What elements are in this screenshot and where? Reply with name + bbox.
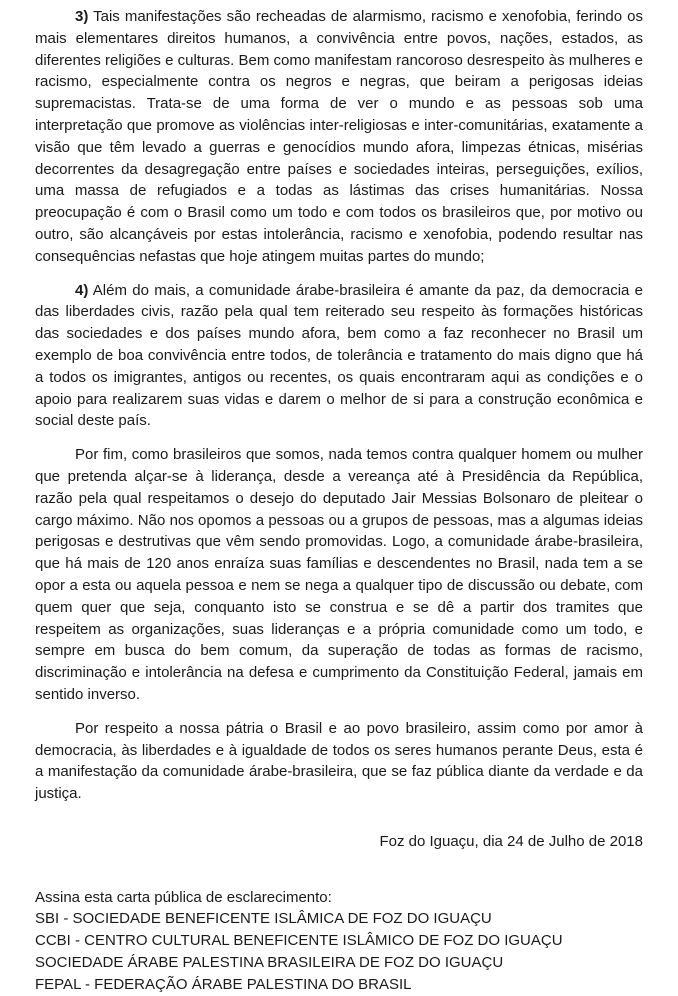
paragraph-text: Tais manifestações são recheadas de alarmismo, racismo e xenofobia, ferindo os mais elementares direitos humanos, a convivência entre povos, nações, estados, as diferentes religiões e culturas. Bem como manifestam rancoroso desrespeito às mulheres e racismo, especialmente contra os negros e negras, que beiram a perigosas ideias supremacistas. Trata-se de uma forma de ver o mundo e as pessoas sob uma interpretação que promove as violências inter-religiosas e inter-comunitárias, exatamente a visão que têm levado a guerras e genocídios mundo afora, limpezas étnicas, misérias decorrentes da desagregação entre países e sociedades inteiras, perseguições, exílios, uma massa de refugiados e a todas as lástimas das crises humanitárias. Nossa preocupação é com o Brasil como um todo e com todos os brasileiros que, por motivo ou outro, são alcançáveis por estas intolerância, racismo e xenofobia, podendo resultar nas consequências nefastas que hoje atingem muitas partes do mundo; [35, 8, 643, 265]
paragraph-number: 4) [75, 281, 89, 299]
date-line: Foz do Iguaçu, dia 24 de Julho de 2018 [379, 832, 643, 850]
paragraph-number: 3) [75, 8, 89, 25]
paragraph-text: Por respeito a nossa pátria o Brasil e ao povo brasileiro, assim como por amor à democracia, às liberdades e à igualdade de todos os seres humanos perante Deus, esta é a manifestação da comunidade árabe-brasileira, que se faz pública diante da verdade e da justiça. [35, 719, 643, 803]
paragraph-4 [35, 280, 643, 433]
signatories-block [35, 887, 643, 996]
paragraph-3 [35, 6, 643, 268]
paragraph-text: Além do mais, a comunidade árabe-brasileira é amante da paz, da democracia e das liberdades civis, razão pela qual tem reiterado seu respeito às formações históricas das sociedades e dos países mundo afora, bem como a faz reconhecer no Brasil um exemplo de boa convivência entre todos, de tolerância e tratamento do mais digno que há a todos os imigrantes, antigos ou recentes, os quais encontraram aqui as condições e o apoio para realizarem suas vidas e darem o melhor de si para a construção econômica e social deste país. [35, 281, 643, 430]
signatory-org: SOCIEDADE ÁRABE PALESTINA BRASILEIRA DE FOZ DO IGUAÇU [35, 954, 504, 972]
paragraph-text: Por fim, como brasileiros que somos, nada temos contra qualquer homem ou mulher que pretenda alçar-se à liderança, desde a vereança até à Presidência da República, razão pela qual respeitamos o desejo do deputado Jair Messias Bolsonaro de pleitear o cargo máximo. Não nos opomos a pessoas ou a grupos de pessoas, mas a algumas ideias perigosas e destrutivas que vêm sendo promovidas. Logo, a comunidade árabe-brasileira, que há mais de 120 anos enraíza suas famílias e descendentes no Brasil, nada tem a se opor a esta ou aquela pessoa e nem se nega a qualquer tipo de discussão ou debate, com quem quer que seja, conquanto isto se construa e se dê a partir dos tramites que respeitem as organizações, suas lideranças e a própria comunidade como um todo, e sempre em busca do bem comum, da superação de todas as formas de racismo, discriminação e intolerância na defesa e cumprimento da Constituição Federal, jamais em sentido inverso. [35, 446, 643, 703]
paragraph-closing [35, 718, 643, 805]
signatory-org: FEPAL - FEDERAÇÃO ÁRABE PALESTINA DO BRASIL [35, 975, 412, 993]
signatory-org: SBI - SOCIEDADE BENEFICENTE ISLÂMICA DE FOZ DO IGUAÇU [35, 910, 492, 928]
signatories-intro: Assina esta carta pública de esclarecimento: [35, 888, 332, 906]
paragraph-conclusion [35, 444, 643, 706]
signatory-org: CCBI - CENTRO CULTURAL BENEFICENTE ISLÂMICO DE FOZ DO IGUAÇU [35, 932, 563, 950]
